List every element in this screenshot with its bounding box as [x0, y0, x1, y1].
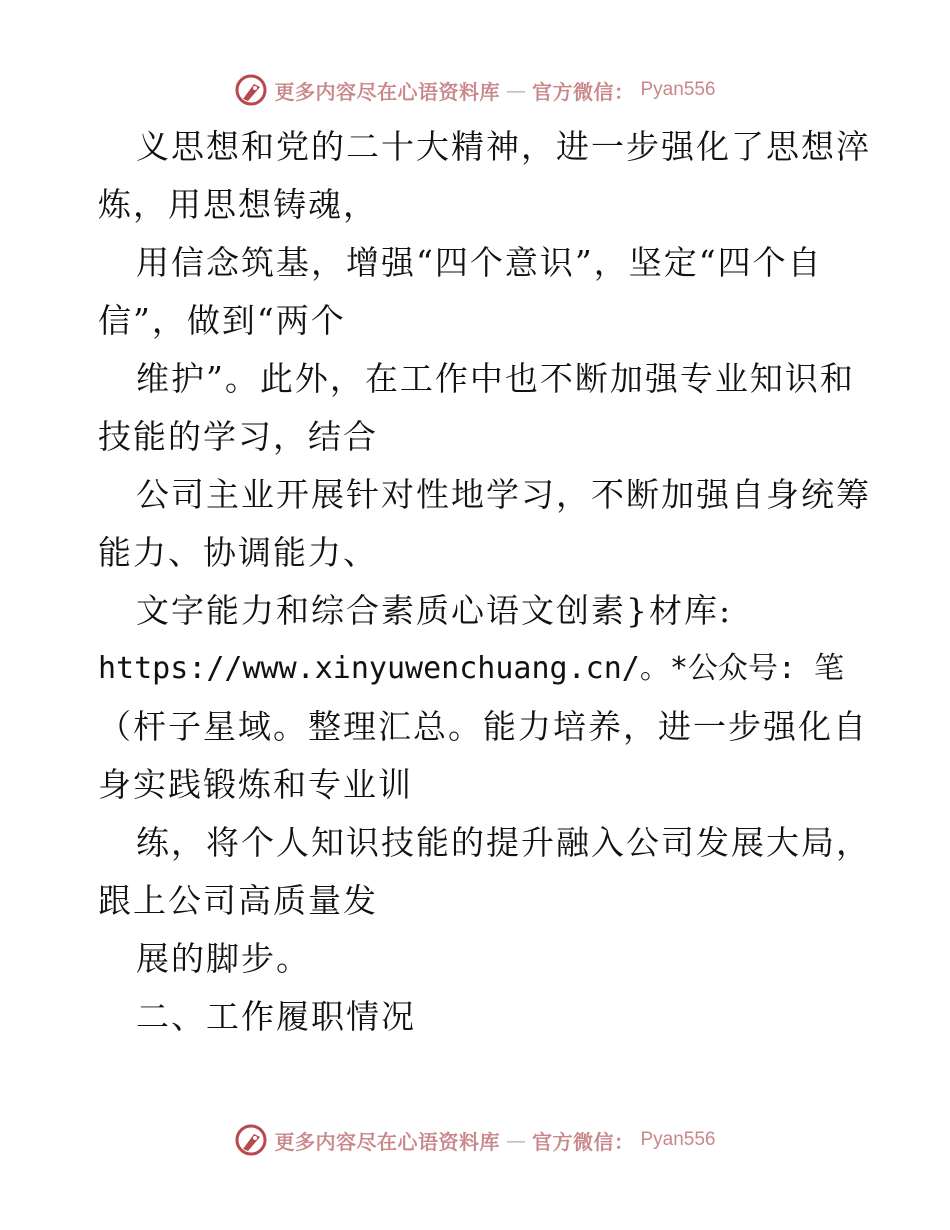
body-line: 技能的学习，结合 — [98, 417, 378, 456]
body-line: （杆子星域。整理汇总。能力培养，进一步强化自 — [98, 707, 868, 746]
body-line: 练，将个人知识技能的提升融入公司发展大局， — [136, 823, 871, 862]
footer-watermark — [0, 1120, 950, 1160]
body-line: 公司主业开展针对性地学习，不断加强自身统筹 — [136, 475, 871, 514]
watermark-contact: 官方微信： — [531, 79, 635, 104]
pen-nib-logo-icon — [234, 73, 268, 107]
watermark-text: 更多内容尽在心语资料库 — [274, 1129, 500, 1154]
watermark-separator: — — [505, 78, 526, 102]
document-body — [98, 118, 898, 1046]
body-line: 跟上公司高质量发 — [98, 881, 378, 920]
watermark-text: 更多内容尽在心语资料库 — [274, 79, 500, 104]
watermark-wechat-id: Pyan556 — [640, 79, 716, 100]
body-line: 炼，用思想铸魂， — [98, 185, 378, 224]
body-line: 义思想和党的二十大精神，进一步强化了思想淬 — [136, 127, 871, 166]
header-watermark — [0, 70, 950, 110]
watermark-contact: 官方微信： — [531, 1129, 635, 1154]
body-line: 维护”。此外，在工作中也不断加强专业知识和 — [136, 359, 855, 398]
body-line: 展的脚步。 — [136, 939, 311, 978]
body-line: 能力、协调能力、 — [98, 533, 378, 572]
body-line: 身实践锻炼和专业训 — [98, 765, 413, 804]
watermark-wechat-id: Pyan556 — [640, 1129, 716, 1150]
body-line: 文字能力和综合素质心语文创素}材库: — [136, 591, 733, 630]
body-line-url: https://www.xinyuwenchuang.cn/。*公众号: 笔 — [98, 651, 845, 686]
body-line: 信”，做到“两个 — [98, 301, 346, 340]
pen-nib-logo-icon — [234, 1123, 268, 1157]
body-line: 用信念筑基，增强“四个意识”，坚定“四个自 — [136, 243, 823, 282]
watermark-separator: — — [505, 1128, 526, 1152]
section-heading: 二、工作履职情况 — [136, 997, 416, 1036]
